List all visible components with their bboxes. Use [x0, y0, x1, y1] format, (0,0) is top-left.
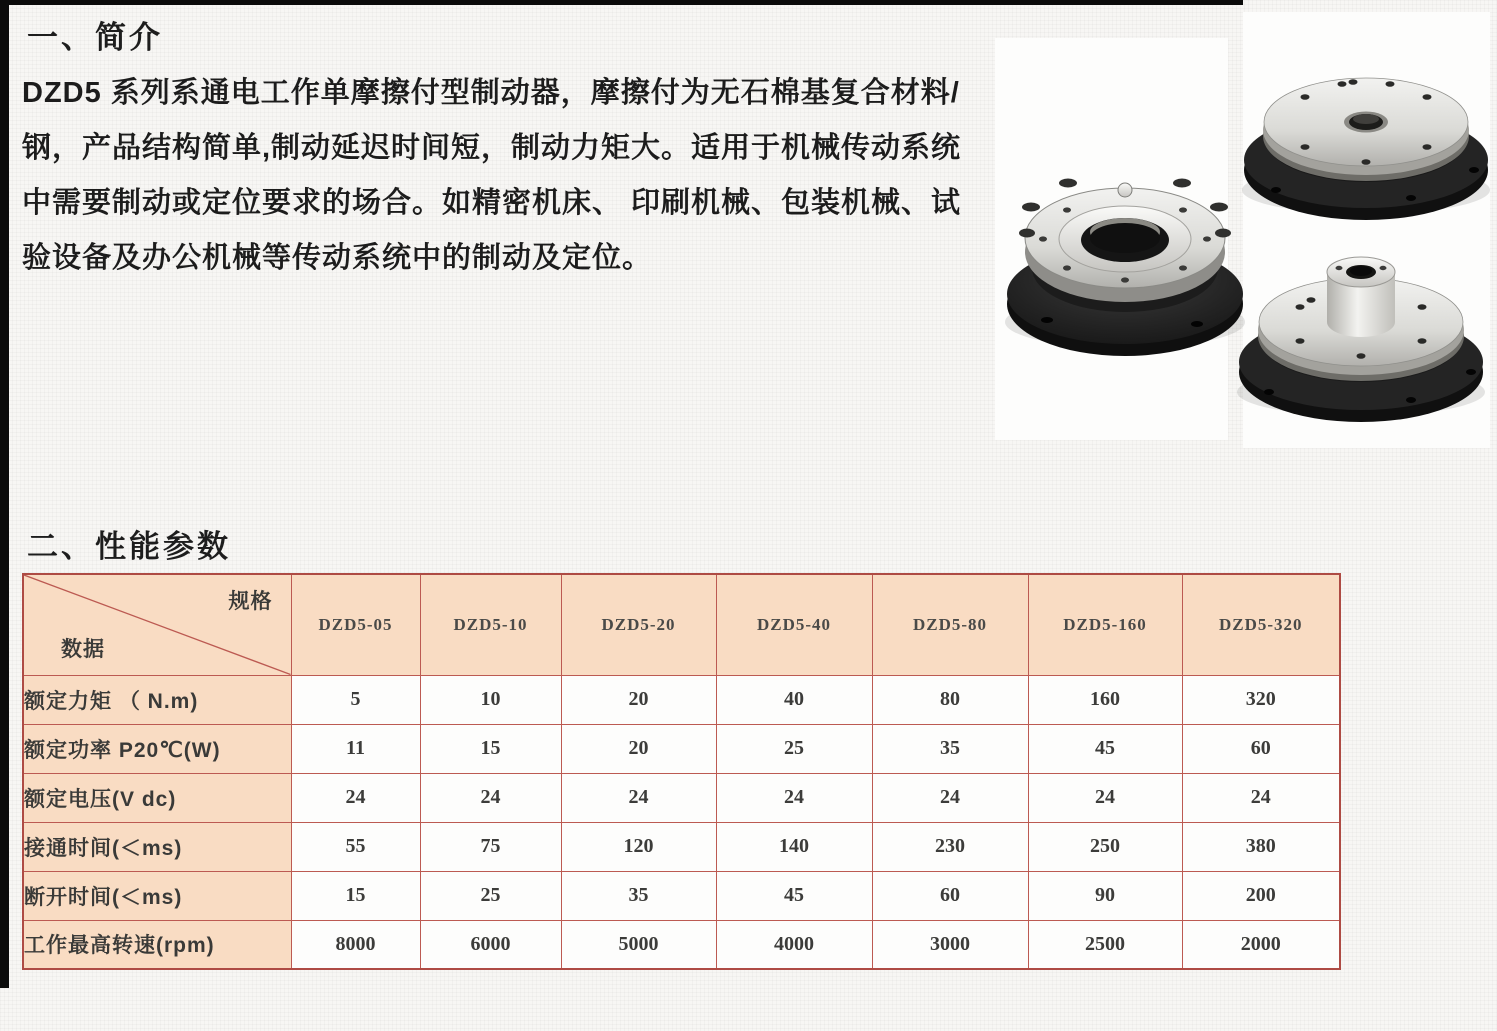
table-header-row — [23, 574, 1340, 675]
value-cell: 45 — [1028, 724, 1182, 773]
value-cell: 25 — [716, 724, 872, 773]
value-cell: 15 — [420, 724, 561, 773]
intro-heading: 一、简介 — [27, 20, 163, 55]
value-cell: 200 — [1182, 871, 1340, 920]
value-cell: 24 — [1182, 773, 1340, 822]
table-body — [23, 675, 1340, 969]
value-cell: 5000 — [561, 920, 716, 969]
performance-table — [22, 573, 1341, 970]
intro-line: 验设备及办公机械等传动系统中的制动及定位。 — [22, 242, 653, 274]
value-cell: 80 — [872, 675, 1028, 724]
value-cell: 2000 — [1182, 920, 1340, 969]
table-row — [23, 724, 1340, 773]
column-header: DZD5-20 — [561, 574, 716, 675]
value-cell: 15 — [291, 871, 420, 920]
brake-photo-top-right — [1242, 78, 1490, 220]
row-label: 额定力矩 （ N.m) — [23, 675, 291, 724]
value-cell: 24 — [420, 773, 561, 822]
value-cell: 230 — [872, 822, 1028, 871]
row-label: 额定功率 P20℃(W) — [23, 724, 291, 773]
value-cell: 45 — [716, 871, 872, 920]
value-cell: 6000 — [420, 920, 561, 969]
value-cell: 3000 — [872, 920, 1028, 969]
table-corner-cell — [23, 574, 291, 675]
value-cell: 60 — [872, 871, 1028, 920]
value-cell: 11 — [291, 724, 420, 773]
top-edge-bar — [0, 0, 1243, 5]
value-cell: 35 — [872, 724, 1028, 773]
value-cell: 90 — [1028, 871, 1182, 920]
table-row — [23, 675, 1340, 724]
corner-label-data: 数据 — [61, 637, 105, 661]
value-cell: 60 — [1182, 724, 1340, 773]
value-cell: 160 — [1028, 675, 1182, 724]
intro-paragraph — [22, 66, 1002, 286]
value-cell: 2500 — [1028, 920, 1182, 969]
column-header: DZD5-80 — [872, 574, 1028, 675]
value-cell: 20 — [561, 724, 716, 773]
row-label: 工作最高转速(rpm) — [23, 920, 291, 969]
value-cell: 24 — [561, 773, 716, 822]
value-cell: 35 — [561, 871, 716, 920]
left-edge-bar — [0, 0, 9, 988]
value-cell: 25 — [420, 871, 561, 920]
intro-line: DZD5 系列系通电工作单摩擦付型制动器，摩擦付为无石棉基复合材料/ — [22, 77, 960, 109]
table-row — [23, 871, 1340, 920]
column-header: DZD5-160 — [1028, 574, 1182, 675]
value-cell: 320 — [1182, 675, 1340, 724]
value-cell: 75 — [420, 822, 561, 871]
value-cell: 380 — [1182, 822, 1340, 871]
value-cell: 40 — [716, 675, 872, 724]
row-label: 接通时间(＜ms) — [23, 822, 291, 871]
value-cell: 5 — [291, 675, 420, 724]
value-cell: 24 — [1028, 773, 1182, 822]
table-row — [23, 822, 1340, 871]
intro-line: 钢，产品结构简单,制动延迟时间短，制动力矩大。适用于机械传动系统 — [22, 132, 962, 164]
value-cell: 140 — [716, 822, 872, 871]
params-heading: 二、性能参数 — [27, 529, 231, 564]
row-label: 断开时间(＜ms) — [23, 871, 291, 920]
product-photo-canvas — [995, 12, 1490, 448]
table-row — [23, 773, 1340, 822]
column-header: DZD5-40 — [716, 574, 872, 675]
value-cell: 20 — [561, 675, 716, 724]
value-cell: 4000 — [716, 920, 872, 969]
value-cell: 24 — [872, 773, 1028, 822]
value-cell: 120 — [561, 822, 716, 871]
value-cell: 55 — [291, 822, 420, 871]
value-cell: 10 — [420, 675, 561, 724]
table-row — [23, 920, 1340, 969]
column-header: DZD5-320 — [1182, 574, 1340, 675]
column-header: DZD5-10 — [420, 574, 561, 675]
value-cell: 8000 — [291, 920, 420, 969]
column-header: DZD5-05 — [291, 574, 420, 675]
value-cell: 24 — [716, 773, 872, 822]
value-cell: 250 — [1028, 822, 1182, 871]
row-label: 额定电压(V dc) — [23, 773, 291, 822]
corner-label-spec: 规格 — [228, 590, 273, 613]
value-cell: 24 — [291, 773, 420, 822]
product-photos — [995, 12, 1490, 448]
intro-line: 中需要制动或定位要求的场合。如精密机床、 印刷机械、包装机械、试 — [22, 187, 962, 219]
